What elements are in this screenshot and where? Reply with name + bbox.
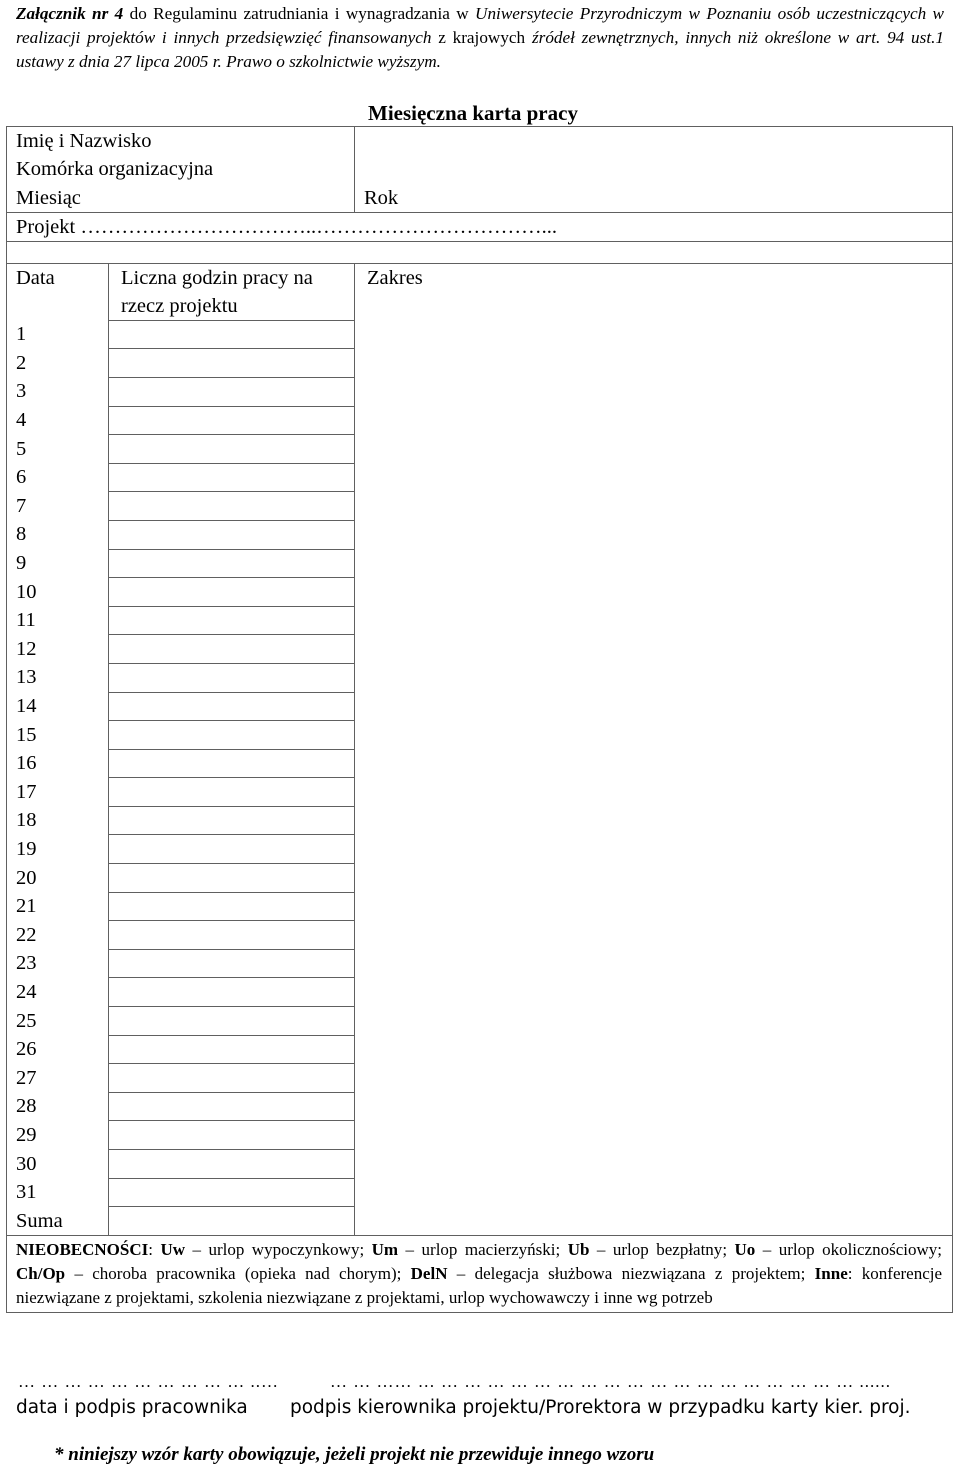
day-number: 17 — [7, 778, 109, 807]
day-number: 10 — [7, 578, 109, 607]
day-hours-cell[interactable] — [109, 1092, 355, 1121]
day-number: 1 — [7, 320, 109, 349]
manager-signature-line: … … …… … … … … … … … … … … … … … … … … … … … ...... — [330, 1372, 891, 1391]
day-number: 5 — [7, 435, 109, 464]
unit-row — [7, 155, 953, 184]
employee-signature-line: … … … … … … … … … … ..… — [18, 1372, 279, 1391]
day-hours-cell[interactable] — [109, 435, 355, 464]
column-header-row — [7, 263, 953, 320]
day-number: 22 — [7, 921, 109, 950]
day-hours-cell[interactable] — [109, 520, 355, 549]
absences-legend: NIEOBECNOŚCI: Uw – urlop wypoczynkowy; Um – urlop macierzyński; Ub – urlop bezpłatny; Uo – urlop okolicznościowy; Ch/Op – choroba pracownika (opieka nad chorym); DelN – delegacja służbowa niezwiązana z projektem; Inne: konferencje niezwiązane z projektami, szkolenia niezwiązane z projektami, urlop wychowawczy i inne wg potrzeb — [7, 1235, 953, 1312]
day-number: 26 — [7, 1035, 109, 1064]
absence-description: delegacja służbowa niezwiązana z projektem — [474, 1263, 801, 1283]
day-hours-cell[interactable] — [109, 835, 355, 864]
scope-column-header[interactable]: Zakres — [355, 263, 953, 1235]
day-hours-cell[interactable] — [109, 1007, 355, 1036]
day-number: 30 — [7, 1150, 109, 1179]
day-hours-cell[interactable] — [109, 978, 355, 1007]
day-hours-cell[interactable] — [109, 606, 355, 635]
absence-code: Um — [371, 1239, 399, 1259]
day-number: 3 — [7, 377, 109, 406]
day-hours-cell[interactable] — [109, 921, 355, 950]
project-label[interactable]: Projekt ……………………………..……………………………... — [7, 212, 953, 241]
day-number: 20 — [7, 864, 109, 893]
day-number: 18 — [7, 806, 109, 835]
absence-description: urlop bezpłatny — [612, 1239, 723, 1259]
day-number: 15 — [7, 721, 109, 750]
year-label: Rok — [355, 184, 953, 213]
header-text-4: źródeł zewnętrznych, innych niż określone w art. 94 ust.1 ustawy z dnia 27 lipca 2005 r. Prawo o szkolnictwie wyższym. — [16, 28, 944, 71]
day-number: 31 — [7, 1178, 109, 1207]
manager-signature-label: podpis kierownika projektu/Prorektora w przypadku karty kier. proj. — [290, 1397, 911, 1418]
name-label: Imię i Nazwisko — [7, 127, 355, 156]
hours-column-header: Liczna godzin pracy na rzecz projektu — [109, 263, 355, 320]
absence-description: urlop okolicznościowy — [778, 1239, 938, 1259]
day-hours-cell[interactable] — [109, 721, 355, 750]
employee-signature-label: data i podpis pracownika — [16, 1397, 248, 1418]
absence-code: Inne — [814, 1263, 848, 1283]
work-card-table — [6, 126, 953, 1313]
annex-number: Załącznik nr 4 — [16, 4, 124, 23]
absences-title: NIEOBECNOŚCI — [16, 1239, 149, 1259]
absence-description: urlop macierzyński — [421, 1239, 556, 1259]
spacer-cell — [7, 241, 953, 263]
absence-description: konferencje niezwiązane z projektami, szkolenia niezwiązane z projektami, urlop wychowawczy i inne wg potrzeb — [16, 1263, 943, 1307]
day-hours-cell[interactable] — [109, 749, 355, 778]
day-number: 9 — [7, 549, 109, 578]
unit-label: Komórka organizacyjna — [7, 155, 355, 184]
absence-code: DelN — [410, 1263, 448, 1283]
day-hours-cell[interactable] — [109, 1150, 355, 1179]
day-number: 21 — [7, 892, 109, 921]
day-hours-cell[interactable] — [109, 1035, 355, 1064]
day-number: 14 — [7, 692, 109, 721]
day-hours-cell[interactable] — [109, 549, 355, 578]
day-number: 25 — [7, 1007, 109, 1036]
absence-code: Ub — [567, 1239, 590, 1259]
day-hours-cell[interactable] — [109, 1121, 355, 1150]
day-hours-cell[interactable] — [109, 892, 355, 921]
day-number: 24 — [7, 978, 109, 1007]
day-hours-cell[interactable] — [109, 778, 355, 807]
header-text-3: z krajowych — [431, 28, 532, 47]
day-number: 8 — [7, 520, 109, 549]
name-row — [7, 127, 953, 156]
day-hours-cell[interactable] — [109, 349, 355, 378]
month-row — [7, 184, 953, 213]
day-number: 11 — [7, 606, 109, 635]
absence-description: choroba pracownika (opieka nad chorym) — [92, 1263, 397, 1283]
day-hours-cell[interactable] — [109, 663, 355, 692]
day-hours-cell[interactable] — [109, 635, 355, 664]
day-hours-cell[interactable] — [109, 1064, 355, 1093]
absence-code: Uw — [160, 1239, 186, 1259]
month-label: Miesiąc — [7, 184, 355, 213]
day-number: 6 — [7, 463, 109, 492]
day-number: 13 — [7, 663, 109, 692]
unit-value-cell[interactable] — [355, 155, 953, 184]
day-hours-cell[interactable] — [109, 949, 355, 978]
absence-code: Uo — [734, 1239, 756, 1259]
day-hours-cell[interactable] — [109, 320, 355, 349]
day-hours-cell[interactable] — [109, 806, 355, 835]
day-hours-cell[interactable] — [109, 578, 355, 607]
header-text-1: do Regulaminu zatrudniania i wynagradzania w — [123, 4, 476, 23]
day-hours-cell[interactable] — [109, 463, 355, 492]
project-row — [7, 212, 953, 241]
absence-description: urlop wypoczynkowy — [208, 1239, 360, 1259]
day-hours-cell[interactable] — [109, 492, 355, 521]
day-number: 29 — [7, 1121, 109, 1150]
footnote: * niniejszy wzór karty obowiązuje, jeżeli projekt nie przewiduje innego wzoru — [54, 1444, 655, 1465]
absence-code: Ch/Op — [16, 1263, 66, 1283]
absences-row — [7, 1235, 953, 1312]
day-number: 4 — [7, 406, 109, 435]
day-number: 28 — [7, 1092, 109, 1121]
day-hours-cell[interactable] — [109, 377, 355, 406]
day-number: 19 — [7, 835, 109, 864]
day-hours-cell[interactable] — [109, 864, 355, 893]
name-value-cell[interactable] — [355, 127, 953, 156]
spacer-row — [7, 241, 953, 263]
form-title: Miesięczna karta pracy — [368, 101, 578, 125]
date-column-header: Data — [7, 263, 109, 320]
sum-label: Suma — [7, 1207, 109, 1236]
day-number: 7 — [7, 492, 109, 521]
sum-value-cell[interactable] — [109, 1207, 355, 1236]
day-hours-cell[interactable] — [109, 1178, 355, 1207]
document-header — [16, 2, 944, 74]
day-hours-cell[interactable] — [109, 692, 355, 721]
day-number: 12 — [7, 635, 109, 664]
day-number: 16 — [7, 749, 109, 778]
day-number: 23 — [7, 949, 109, 978]
header-text-2: Uniwersytecie Przyrodniczym w Poznaniu osób uczestniczących w realizacji projektów i innych przedsięwzięć finansowanych — [16, 4, 944, 47]
day-number: 2 — [7, 349, 109, 378]
day-number: 27 — [7, 1064, 109, 1093]
day-hours-cell[interactable] — [109, 406, 355, 435]
